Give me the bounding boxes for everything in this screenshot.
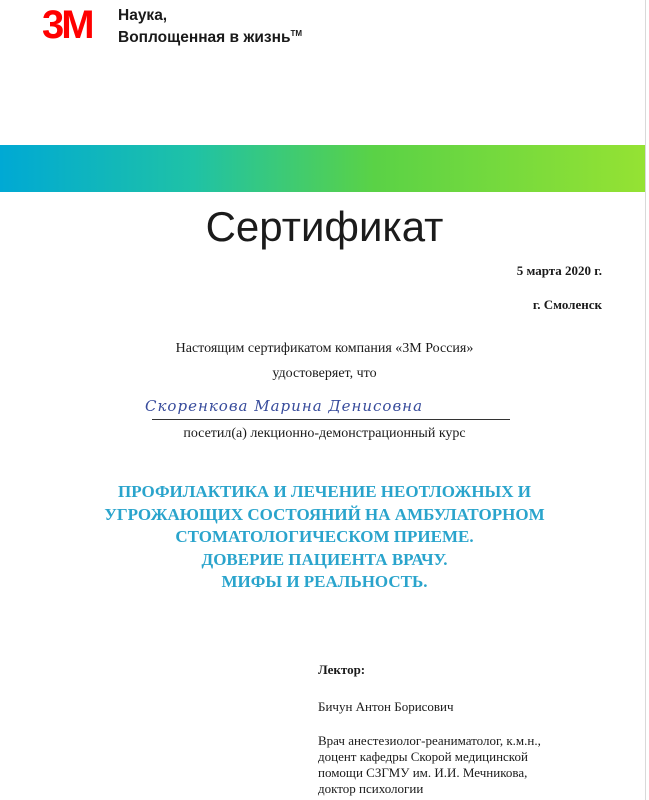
lecturer-heading: Лектор:	[318, 662, 366, 677]
recipient-name: Скоренкова Марина Денисовна	[145, 397, 424, 415]
trademark-sign: TM	[290, 29, 303, 38]
course-title-line: МИФЫ И РЕАЛЬНОСТЬ.	[221, 572, 428, 591]
course-title-line: УГРОЖАЮЩИХ СОСТОЯНИЙ НА АМБУЛАТОРНОМ	[104, 504, 545, 524]
brand-slogan	[118, 7, 378, 47]
lecturer-bio-line: доцент кафедры Скорой медицинской	[318, 749, 528, 764]
intro-line-2: удостоверяет, что	[272, 366, 377, 381]
page-edge	[645, 0, 646, 800]
brand-slogan-line-1: Наука,	[118, 7, 168, 24]
gradient-band	[0, 145, 645, 192]
lecturer-bio	[318, 733, 638, 797]
certificate-title: Сертификат	[205, 203, 444, 250]
course-title-line: ПРОФИЛАКТИКА И ЛЕЧЕНИЕ НЕОТЛОЖНЫХ И	[118, 482, 531, 501]
intro-line-1: Настоящим сертификатом компания «3М Россия»	[175, 341, 474, 356]
certificate-date: 5 марта 2020 г.	[516, 263, 602, 278]
course-title-line: ДОВЕРИЕ ПАЦИЕНТА ВРАЧУ.	[201, 549, 448, 569]
lecturer-bio-line: помощи СЗГМУ им. И.И. Мечникова,	[318, 765, 528, 780]
lecturer-bio-line: доктор психологии	[318, 781, 424, 796]
brand-slogan-line-2: Воплощенная в жизнь™	[118, 29, 303, 47]
course-title	[0, 481, 649, 594]
attended-line: посетил(а) лекционно-демонстрационный курс	[183, 426, 466, 441]
course-title-line: СТОМАТОЛОГИЧЕСКОМ ПРИЕМЕ.	[175, 527, 474, 546]
lecturer-name: Бичун Антон Борисович	[318, 699, 454, 714]
brand-logo-mark: 3M	[42, 3, 92, 47]
lecturer-bio-line: Врач анестезиолог-реаниматолог, к.м.н.,	[318, 733, 541, 748]
certificate-city: г. Смоленск	[532, 297, 602, 312]
recipient-underline	[152, 419, 510, 420]
